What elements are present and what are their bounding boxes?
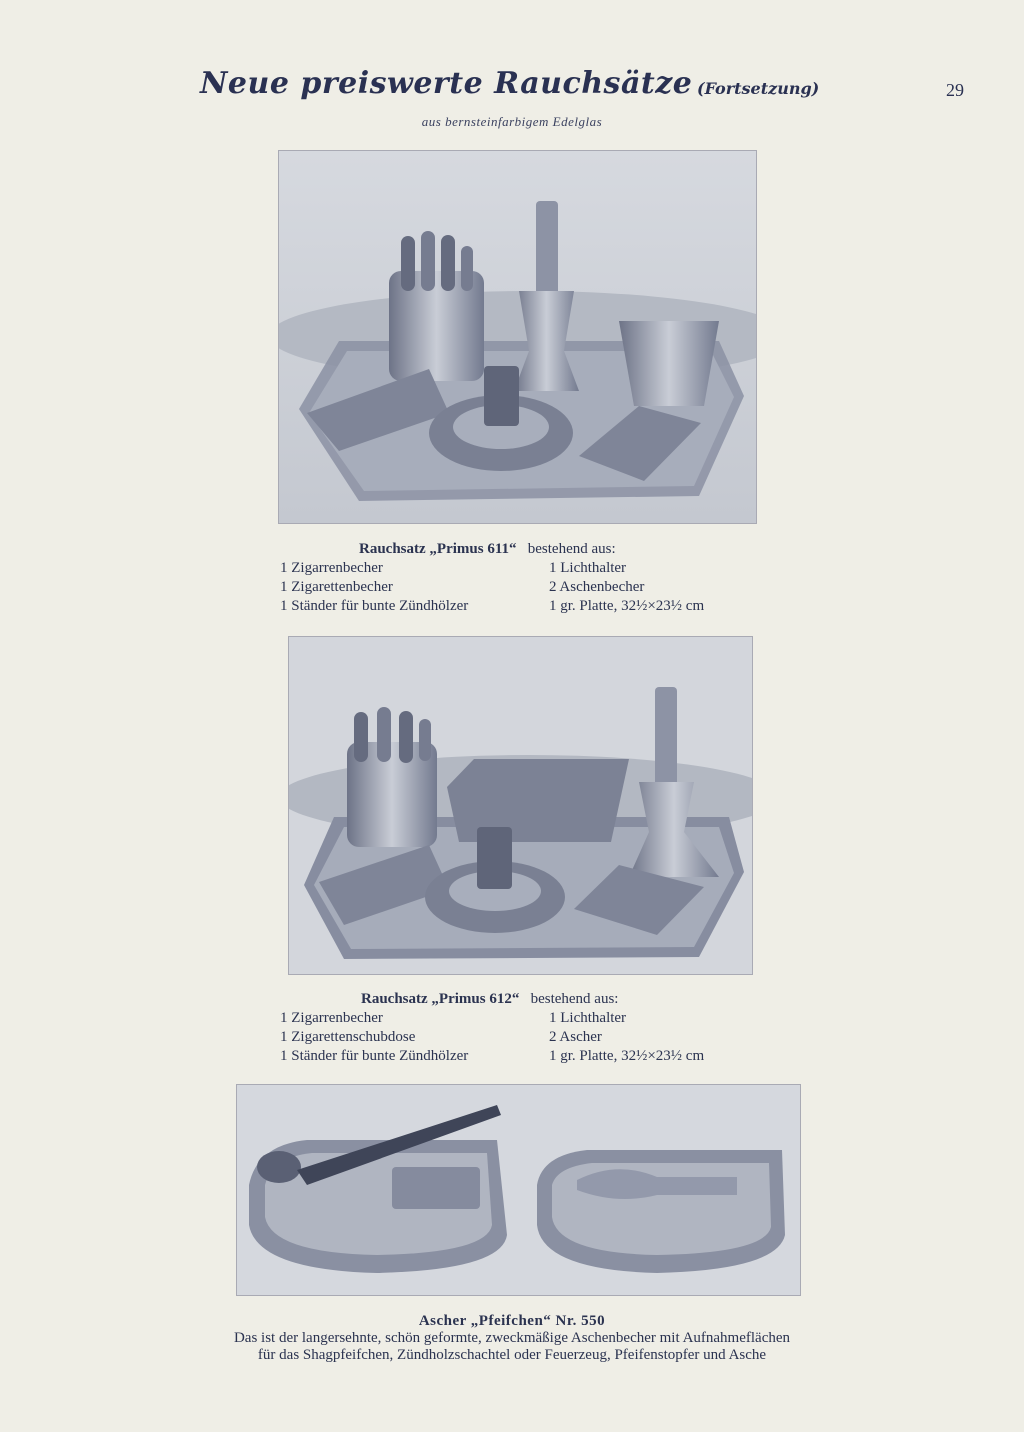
ashtray-line-2: für das Shagpfeifchen, Zündholzschachtel oder Feuerzeug, Pfeifenstopfer und Asche [257,1347,767,1363]
photo-ascher-pfeifchen [236,1084,801,1296]
list-item: 1 Zigarettenschubdose [280,1029,416,1045]
list-item: 1 gr. Platte, 32½×23½ cm [549,598,705,614]
list-item: 1 Lichthalter [549,560,627,576]
list-item: 1 gr. Platte, 32½×23½ cm [549,1048,705,1064]
photo-primus-611 [278,150,757,524]
ashtray-description [0,1313,1024,1364]
photo-primus-612 [288,636,753,975]
set2-left-list [280,1010,468,1067]
page-title: Neue preiswerte Rauchsätze [200,66,693,101]
list-item: 1 Ständer für bunte Zündhölzer [280,1048,469,1064]
set1-right-list [549,560,704,617]
page-number: 29 [946,80,964,100]
list-item: 1 Zigarrenbecher [280,1010,383,1026]
list-item: 1 Ständer für bunte Zündhölzer [280,598,469,614]
set2-consists: bestehend aus: [530,991,619,1007]
set1-name: Rauchsatz „Primus 611“ [359,541,517,557]
set1-consists: bestehend aus: [527,541,616,557]
set2-right-list [549,1010,704,1067]
set1-caption [359,541,616,558]
set2-caption [361,991,618,1008]
list-item: 2 Ascher [549,1029,602,1045]
ashtray-line-1: Das ist der langersehnte, schön geformte, zweckmäßige Aschenbecher mit Aufnahmeflächen [233,1330,791,1346]
set1-left-list [280,560,468,617]
page-title-suffix: (Fortsetzung) [697,79,820,98]
ashtray-name: Ascher „Pfeifchen“ Nr. 550 [418,1313,606,1329]
set2-name: Rauchsatz „Primus 612“ [361,991,520,1007]
list-item: 1 Zigarettenbecher [280,579,393,595]
page-subtitle: aus bernsteinfarbigem Edelglas [421,114,603,129]
list-item: 1 Zigarrenbecher [280,560,383,576]
list-item: 2 Aschenbecher [549,579,645,595]
list-item: 1 Lichthalter [549,1010,627,1026]
